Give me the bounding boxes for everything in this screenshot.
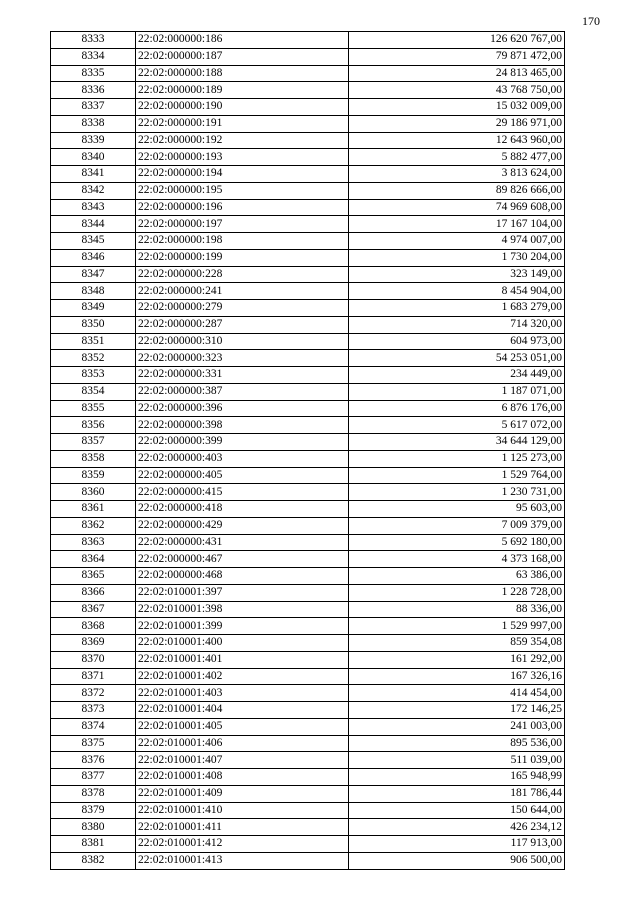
- cadastral-number-cell: 22:02:010001:397: [136, 584, 349, 601]
- cadastral-value-cell: 426 234,12: [349, 819, 565, 836]
- table-row: [51, 735, 565, 752]
- table-row: [51, 166, 565, 183]
- table-row: [51, 383, 565, 400]
- cadastral-number-cell: 22:02:000000:189: [136, 82, 349, 99]
- table-row: [51, 199, 565, 216]
- row-number-cell: 8351: [51, 333, 136, 350]
- cadastral-number-cell: 22:02:000000:403: [136, 450, 349, 467]
- cadastral-number-cell: 22:02:010001:398: [136, 601, 349, 618]
- cadastral-number-cell: 22:02:000000:415: [136, 484, 349, 501]
- cadastral-number-cell: 22:02:000000:468: [136, 568, 349, 585]
- cadastral-number-cell: 22:02:000000:198: [136, 233, 349, 250]
- table-row: [51, 651, 565, 668]
- cadastral-value-cell: 161 292,00: [349, 651, 565, 668]
- row-number-cell: 8334: [51, 48, 136, 65]
- cadastral-number-cell: 22:02:010001:410: [136, 802, 349, 819]
- cadastral-number-cell: 22:02:000000:418: [136, 501, 349, 518]
- cadastral-value-cell: 1 230 731,00: [349, 484, 565, 501]
- table-row: [51, 551, 565, 568]
- table-row: [51, 32, 565, 49]
- cadastral-number-cell: 22:02:010001:407: [136, 752, 349, 769]
- cadastral-number-cell: 22:02:000000:199: [136, 249, 349, 266]
- cadastral-value-cell: 12 643 960,00: [349, 132, 565, 149]
- cadastral-value-cell: 4 974 007,00: [349, 233, 565, 250]
- row-number-cell: 8340: [51, 149, 136, 166]
- row-number-cell: 8362: [51, 517, 136, 534]
- table-row: [51, 300, 565, 317]
- table-row: [51, 283, 565, 300]
- row-number-cell: 8363: [51, 534, 136, 551]
- cadastral-value-cell: 172 146,25: [349, 702, 565, 719]
- cadastral-value-cell: 234 449,00: [349, 367, 565, 384]
- cadastral-number-cell: 22:02:000000:405: [136, 467, 349, 484]
- table-row: [51, 266, 565, 283]
- cadastral-number-cell: 22:02:000000:387: [136, 383, 349, 400]
- row-number-cell: 8350: [51, 316, 136, 333]
- table-row: [51, 836, 565, 853]
- cadastral-number-cell: 22:02:000000:431: [136, 534, 349, 551]
- row-number-cell: 8344: [51, 216, 136, 233]
- table-row: [51, 819, 565, 836]
- row-number-cell: 8377: [51, 769, 136, 786]
- row-number-cell: 8355: [51, 400, 136, 417]
- cadastral-number-cell: 22:02:000000:287: [136, 316, 349, 333]
- row-number-cell: 8372: [51, 685, 136, 702]
- cadastral-value-cell: 181 786,44: [349, 785, 565, 802]
- table-row: [51, 534, 565, 551]
- cadastral-value-cell: 1 529 764,00: [349, 467, 565, 484]
- cadastral-number-cell: 22:02:000000:398: [136, 417, 349, 434]
- cadastral-value-cell: 604 973,00: [349, 333, 565, 350]
- row-number-cell: 8361: [51, 501, 136, 518]
- cadastral-number-cell: 22:02:000000:191: [136, 115, 349, 132]
- table-row: [51, 618, 565, 635]
- table-row: [51, 702, 565, 719]
- table-row: [51, 48, 565, 65]
- table-row: [51, 216, 565, 233]
- cadastral-number-cell: 22:02:010001:399: [136, 618, 349, 635]
- table-row: [51, 584, 565, 601]
- row-number-cell: 8357: [51, 434, 136, 451]
- table-row: [51, 685, 565, 702]
- table-row: [51, 668, 565, 685]
- table-row: [51, 467, 565, 484]
- row-number-cell: 8374: [51, 718, 136, 735]
- table-row: [51, 434, 565, 451]
- cadastral-value-cell: 24 813 465,00: [349, 65, 565, 82]
- cadastral-number-cell: 22:02:000000:323: [136, 350, 349, 367]
- cadastral-number-cell: 22:02:010001:413: [136, 852, 349, 869]
- table-row: [51, 249, 565, 266]
- table-row: [51, 718, 565, 735]
- cadastral-value-cell: 167 326,16: [349, 668, 565, 685]
- row-number-cell: 8373: [51, 702, 136, 719]
- cadastral-value-cell: 1 529 997,00: [349, 618, 565, 635]
- cadastral-number-cell: 22:02:000000:190: [136, 99, 349, 116]
- cadastral-value-cell: 17 167 104,00: [349, 216, 565, 233]
- cadastral-value-cell: 34 644 129,00: [349, 434, 565, 451]
- table-row: [51, 568, 565, 585]
- row-number-cell: 8375: [51, 735, 136, 752]
- cadastral-number-cell: 22:02:000000:193: [136, 149, 349, 166]
- row-number-cell: 8335: [51, 65, 136, 82]
- cadastral-value-cell: 150 644,00: [349, 802, 565, 819]
- table-row: [51, 417, 565, 434]
- row-number-cell: 8380: [51, 819, 136, 836]
- row-number-cell: 8342: [51, 182, 136, 199]
- cadastral-value-cell: 63 386,00: [349, 568, 565, 585]
- cadastral-number-cell: 22:02:000000:187: [136, 48, 349, 65]
- row-number-cell: 8339: [51, 132, 136, 149]
- table-row: [51, 233, 565, 250]
- cadastral-value-cell: 511 039,00: [349, 752, 565, 769]
- cadastral-value-cell: 5 692 180,00: [349, 534, 565, 551]
- cadastral-value-cell: 895 536,00: [349, 735, 565, 752]
- cadastral-value-cell: 6 876 176,00: [349, 400, 565, 417]
- cadastral-number-cell: 22:02:000000:279: [136, 300, 349, 317]
- cadastral-number-cell: 22:02:000000:196: [136, 199, 349, 216]
- cadastral-number-cell: 22:02:010001:404: [136, 702, 349, 719]
- row-number-cell: 8368: [51, 618, 136, 635]
- table-body: [51, 32, 565, 870]
- cadastral-value-cell: 859 354,08: [349, 635, 565, 652]
- row-number-cell: 8346: [51, 249, 136, 266]
- table-row: [51, 501, 565, 518]
- cadastral-value-cell: 241 003,00: [349, 718, 565, 735]
- row-number-cell: 8369: [51, 635, 136, 652]
- cadastral-value-cell: 43 768 750,00: [349, 82, 565, 99]
- row-number-cell: 8348: [51, 283, 136, 300]
- cadastral-value-cell: 88 336,00: [349, 601, 565, 618]
- cadastral-number-cell: 22:02:000000:195: [136, 182, 349, 199]
- row-number-cell: 8367: [51, 601, 136, 618]
- table-row: [51, 316, 565, 333]
- row-number-cell: 8366: [51, 584, 136, 601]
- row-number-cell: 8370: [51, 651, 136, 668]
- row-number-cell: 8371: [51, 668, 136, 685]
- row-number-cell: 8381: [51, 836, 136, 853]
- cadastral-value-cell: 15 032 009,00: [349, 99, 565, 116]
- cadastral-value-cell: 79 871 472,00: [349, 48, 565, 65]
- table-row: [51, 149, 565, 166]
- table-row: [51, 333, 565, 350]
- cadastral-value-cell: 906 500,00: [349, 852, 565, 869]
- table-row: [51, 400, 565, 417]
- cadastral-value-cell: 117 913,00: [349, 836, 565, 853]
- cadastral-number-cell: 22:02:000000:192: [136, 132, 349, 149]
- table-row: [51, 802, 565, 819]
- row-number-cell: 8354: [51, 383, 136, 400]
- cadastral-number-cell: 22:02:010001:403: [136, 685, 349, 702]
- row-number-cell: 8356: [51, 417, 136, 434]
- table-row: [51, 132, 565, 149]
- row-number-cell: 8353: [51, 367, 136, 384]
- row-number-cell: 8347: [51, 266, 136, 283]
- cadastral-number-cell: 22:02:000000:429: [136, 517, 349, 534]
- cadastral-value-cell: 1 125 273,00: [349, 450, 565, 467]
- cadastral-value-table: [50, 31, 565, 870]
- row-number-cell: 8378: [51, 785, 136, 802]
- row-number-cell: 8338: [51, 115, 136, 132]
- cadastral-number-cell: 22:02:010001:402: [136, 668, 349, 685]
- cadastral-value-cell: 7 009 379,00: [349, 517, 565, 534]
- cadastral-value-cell: 323 149,00: [349, 266, 565, 283]
- row-number-cell: 8336: [51, 82, 136, 99]
- cadastral-value-cell: 54 253 051,00: [349, 350, 565, 367]
- table-row: [51, 601, 565, 618]
- cadastral-value-cell: 1 187 071,00: [349, 383, 565, 400]
- row-number-cell: 8349: [51, 300, 136, 317]
- table-row: [51, 785, 565, 802]
- row-number-cell: 8333: [51, 32, 136, 49]
- cadastral-number-cell: 22:02:010001:409: [136, 785, 349, 802]
- table-row: [51, 367, 565, 384]
- table-row: [51, 450, 565, 467]
- cadastral-number-cell: 22:02:000000:197: [136, 216, 349, 233]
- cadastral-number-cell: 22:02:000000:188: [136, 65, 349, 82]
- table-row: [51, 484, 565, 501]
- row-number-cell: 8359: [51, 467, 136, 484]
- cadastral-value-cell: 126 620 767,00: [349, 32, 565, 49]
- cadastral-number-cell: 22:02:010001:411: [136, 819, 349, 836]
- cadastral-number-cell: 22:02:010001:412: [136, 836, 349, 853]
- cadastral-number-cell: 22:02:000000:186: [136, 32, 349, 49]
- page-number: 170: [582, 14, 600, 28]
- cadastral-value-cell: 5 617 072,00: [349, 417, 565, 434]
- cadastral-value-cell: 414 454,00: [349, 685, 565, 702]
- table-row: [51, 350, 565, 367]
- cadastral-number-cell: 22:02:000000:396: [136, 400, 349, 417]
- row-number-cell: 8343: [51, 199, 136, 216]
- cadastral-value-cell: 5 882 477,00: [349, 149, 565, 166]
- row-number-cell: 8358: [51, 450, 136, 467]
- row-number-cell: 8337: [51, 99, 136, 116]
- cadastral-value-cell: 1 730 204,00: [349, 249, 565, 266]
- table-row: [51, 517, 565, 534]
- table-row: [51, 115, 565, 132]
- cadastral-number-cell: 22:02:000000:228: [136, 266, 349, 283]
- cadastral-number-cell: 22:02:000000:331: [136, 367, 349, 384]
- cadastral-value-cell: 165 948,99: [349, 769, 565, 786]
- cadastral-value-cell: 1 228 728,00: [349, 584, 565, 601]
- row-number-cell: 8345: [51, 233, 136, 250]
- cadastral-value-cell: 95 603,00: [349, 501, 565, 518]
- cadastral-value-cell: 89 826 666,00: [349, 182, 565, 199]
- cadastral-value-cell: 29 186 971,00: [349, 115, 565, 132]
- cadastral-value-cell: 4 373 168,00: [349, 551, 565, 568]
- row-number-cell: 8360: [51, 484, 136, 501]
- row-number-cell: 8379: [51, 802, 136, 819]
- cadastral-number-cell: 22:02:000000:194: [136, 166, 349, 183]
- table-row: [51, 99, 565, 116]
- table-row: [51, 752, 565, 769]
- cadastral-value-cell: 3 813 624,00: [349, 166, 565, 183]
- table-row: [51, 65, 565, 82]
- cadastral-number-cell: 22:02:000000:241: [136, 283, 349, 300]
- row-number-cell: 8341: [51, 166, 136, 183]
- table-row: [51, 182, 565, 199]
- table-row: [51, 852, 565, 869]
- cadastral-number-cell: 22:02:010001:405: [136, 718, 349, 735]
- cadastral-value-cell: 8 454 904,00: [349, 283, 565, 300]
- row-number-cell: 8364: [51, 551, 136, 568]
- cadastral-number-cell: 22:02:010001:400: [136, 635, 349, 652]
- cadastral-number-cell: 22:02:010001:401: [136, 651, 349, 668]
- row-number-cell: 8376: [51, 752, 136, 769]
- row-number-cell: 8365: [51, 568, 136, 585]
- cadastral-number-cell: 22:02:010001:406: [136, 735, 349, 752]
- row-number-cell: 8382: [51, 852, 136, 869]
- cadastral-number-cell: 22:02:010001:408: [136, 769, 349, 786]
- cadastral-value-cell: 714 320,00: [349, 316, 565, 333]
- cadastral-number-cell: 22:02:000000:310: [136, 333, 349, 350]
- table-row: [51, 82, 565, 99]
- cadastral-value-cell: 74 969 608,00: [349, 199, 565, 216]
- row-number-cell: 8352: [51, 350, 136, 367]
- cadastral-number-cell: 22:02:000000:467: [136, 551, 349, 568]
- cadastral-number-cell: 22:02:000000:399: [136, 434, 349, 451]
- table-row: [51, 769, 565, 786]
- table-row: [51, 635, 565, 652]
- cadastral-value-cell: 1 683 279,00: [349, 300, 565, 317]
